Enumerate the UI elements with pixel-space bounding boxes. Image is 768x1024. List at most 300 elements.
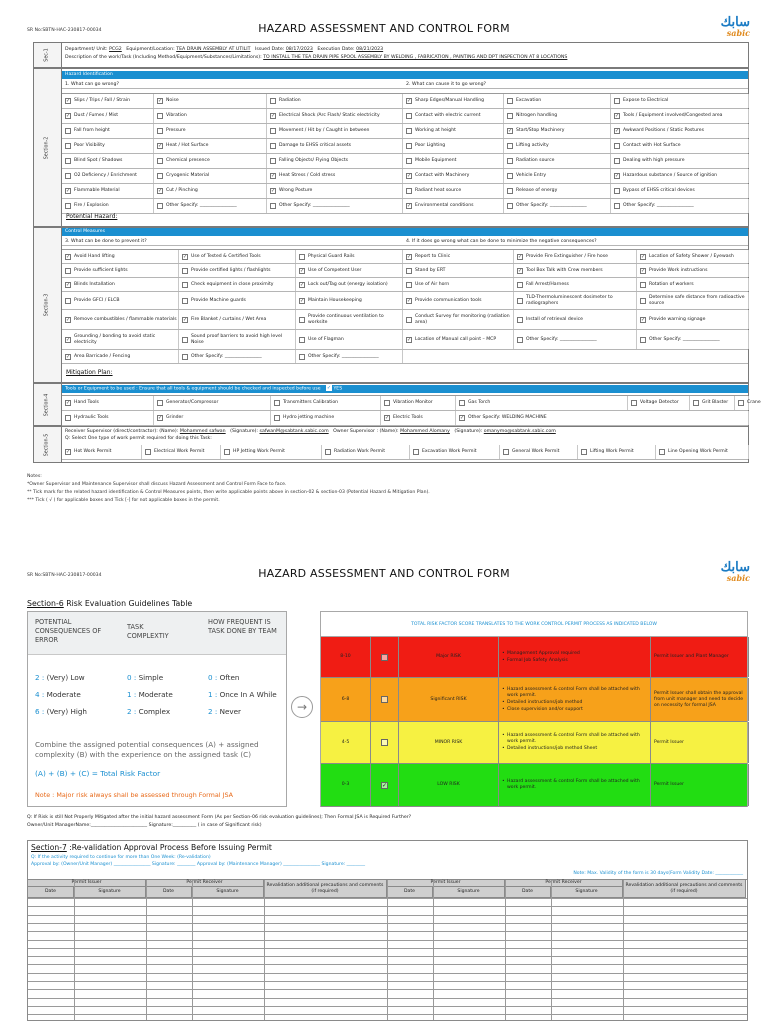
checkbox[interactable]: [507, 143, 513, 149]
checkbox[interactable]: ✓: [158, 415, 163, 421]
risk-row-significant-risk: [321, 678, 747, 722]
permit-item-lifting-work-permit: [578, 445, 656, 459]
checkbox[interactable]: [157, 203, 163, 209]
checkbox[interactable]: [65, 203, 71, 209]
checkbox[interactable]: ✓: [158, 143, 163, 149]
checkbox[interactable]: ✓: [183, 253, 188, 260]
hazard-item-cut-pinching: [154, 184, 267, 198]
supervisor-line: Receiver Supervisor (direct/contractor): (Name): Mohammed safwan (Signature): safwanM@sabtank.sabic.com Owner Supervisor : (Name): Mohammed Alomany (Signature): omanymo@sabtank.sabic.com: [65, 429, 556, 434]
tools-checklist: [62, 395, 761, 425]
formal-jsa-question: Q: If Risk is still Not Properly Mitigated after the initial hazard assessment Form (As per Section-06 risk evaluation guidelines); Then Formal JSA is Required Further?: [27, 815, 412, 820]
checkbox[interactable]: [406, 317, 412, 323]
checkbox-label: Physical Guard Rails: [308, 253, 355, 259]
owner-signature: omanymo@sabtank.sabic.com: [483, 429, 556, 434]
checkbox[interactable]: [299, 254, 305, 260]
permit-type-checklist: [62, 445, 748, 461]
revalidation-question: Q: If the activity required to continue for more than One Week: (Re-validation): [31, 855, 211, 860]
checkbox[interactable]: ✓: [66, 281, 71, 288]
checkbox[interactable]: [157, 128, 163, 134]
checkbox[interactable]: [507, 203, 513, 209]
section-5: [33, 426, 749, 463]
checkbox-label: Report to Clinic: [415, 253, 451, 259]
checkbox-label: Lifting activity: [516, 143, 549, 149]
checkbox[interactable]: [503, 449, 509, 455]
checkbox[interactable]: [157, 173, 163, 179]
hazard-item-dealing-with-high-pressure: [611, 154, 749, 168]
question-2: 2. What can cause it to go wrong?: [406, 82, 487, 87]
risk-select-checkbox[interactable]: [371, 678, 399, 721]
risk-guidelines-panel: [27, 611, 287, 807]
control-item-physical-guard-rails: [296, 250, 403, 263]
hazard-item-awkward-positions-static-postures: [611, 124, 749, 138]
checkbox[interactable]: [406, 113, 412, 119]
owner-name: Mohammed Alomany: [400, 429, 450, 434]
checkbox-label: Contact with electric current: [415, 113, 481, 119]
hazard-item-excavation: [504, 94, 611, 108]
consequences-heading: POTENTIAL CONSEQUENCES OF ERROR: [35, 618, 102, 644]
checkbox-label: Bypass of EHSS critical devices: [623, 188, 695, 194]
hazard-item-falling-objects-flying-objects: [267, 154, 403, 168]
checkbox[interactable]: [182, 337, 188, 343]
receiver-signature: safwanM@sabtank.sabic.com: [259, 429, 329, 434]
checkbox-label: Radiation source: [516, 158, 555, 164]
checkbox-label: Vibration: [166, 113, 187, 119]
checkbox[interactable]: ✓: [407, 297, 412, 304]
date-header: Date: [387, 887, 433, 898]
checkbox[interactable]: [459, 400, 465, 406]
major-risk-note: Note : Major risk always shall be assessed through Formal JSA: [35, 791, 234, 799]
date-header: Date: [146, 887, 192, 898]
checkbox-label: Pressure: [166, 128, 186, 134]
risk-requirements: [499, 764, 651, 806]
checkbox-label: Radiation Work Permit: [334, 449, 386, 455]
checkbox[interactable]: [631, 400, 637, 406]
checkbox[interactable]: [182, 298, 188, 304]
work-info-line: Department/ Unit: PCG2 Equipment/Location: TEA DRAIN ASSEMBLY AT UTILIT Issued Date: 08/17/2023 Execution Date: 08/21/2023: [65, 47, 384, 52]
checkbox-label: O2 Deficiency / Enrichment: [74, 173, 137, 179]
checkbox-label: TLD-Thermoluminescent dosimeter to radiographers: [526, 295, 613, 306]
checkbox-label: Electric Tools: [393, 415, 423, 421]
control-item-lock-out-tag-out-energy-isolation: [296, 278, 403, 291]
checkbox[interactable]: [640, 337, 646, 343]
checkbox[interactable]: ✓: [183, 316, 188, 323]
permit-item-hp-jetting-work-permit: [221, 445, 322, 459]
checkbox[interactable]: [659, 449, 665, 455]
checkbox-label: Cryogenic Material: [166, 173, 210, 179]
checkbox[interactable]: [640, 282, 646, 288]
requirement-item: • Management Approval required: [507, 651, 580, 657]
checkbox-label: Other Specify: ________________: [308, 353, 379, 359]
question-4: 4. If it does go wrong what can be done to minimize the negative consequences?: [406, 239, 597, 244]
serial-number-2: SR No:SBTN-HAC-230817-00034: [27, 573, 102, 578]
section-3-tag: Section-3: [34, 228, 62, 382]
checkbox[interactable]: ✓: [518, 253, 523, 260]
hazard-item-poor-lighting: [403, 139, 504, 153]
control-row: [62, 292, 748, 310]
checkbox[interactable]: [614, 143, 620, 149]
checkbox[interactable]: [157, 158, 163, 164]
form-notes: [27, 473, 430, 505]
requirement-item: • Hazard assessment & control Form shall be attached with work permit.: [507, 733, 647, 745]
checkbox[interactable]: [65, 143, 71, 149]
checkbox[interactable]: [507, 158, 513, 164]
hazard-item-radiation: [267, 94, 403, 108]
checkbox-label: Other Specify: ________________: [279, 203, 350, 209]
checkbox[interactable]: ✓: [300, 297, 305, 304]
hazard-item-lifting-activity: [504, 139, 611, 153]
checkbox-label: Slips / Trips / Fall / Strain: [74, 98, 130, 104]
hazard-item-contact-with-electric-current: [403, 109, 504, 123]
risk-matrix-header: TOTAL RISK FACTOR SCORE TRANSLATES TO THE WORK CONTROL PERMIT PROCESS AS INDICATED BELOW: [321, 612, 747, 637]
risk-level: Significant RISK: [399, 678, 499, 721]
checkbox[interactable]: [65, 128, 71, 134]
checkbox[interactable]: [381, 654, 388, 661]
control-item-use-of-competent-user: [296, 264, 403, 277]
tool-item-vibration-monitor: [381, 396, 456, 410]
checkbox[interactable]: [517, 317, 523, 323]
checkbox[interactable]: [157, 400, 163, 406]
hazard-item-nitrogen-handling: [504, 109, 611, 123]
hazard-identification-bar: Hazard Identification: [62, 71, 748, 79]
checkbox[interactable]: [274, 415, 280, 421]
checkbox[interactable]: [507, 113, 513, 119]
checkbox[interactable]: ✓: [66, 316, 71, 323]
hazard-row: [62, 94, 748, 109]
checkbox[interactable]: [299, 317, 305, 323]
checkbox[interactable]: [157, 113, 163, 119]
complexity-option: 2 : Complex: [127, 707, 171, 716]
checkbox[interactable]: ✓: [271, 173, 276, 179]
checkbox[interactable]: ✓: [460, 415, 465, 421]
page-title-2: HAZARD ASSESSMENT AND CONTROL FORM: [258, 567, 510, 580]
table-column-divider: [146, 880, 147, 1020]
permit-item-electrical-work-permit: [142, 445, 221, 459]
control-item-rotation-of-workers: [637, 278, 749, 291]
control-item-use-of-flagman: [296, 330, 403, 349]
checkbox[interactable]: [738, 400, 744, 406]
hazard-item-expose-to-electrical: [611, 94, 749, 108]
hazard-item-sharp-edges-manual-handling: [403, 94, 504, 108]
checkbox[interactable]: [640, 298, 646, 304]
checkbox[interactable]: ✓: [508, 128, 513, 134]
checkbox[interactable]: ✓: [66, 253, 71, 260]
frequency-option: 1 : Once In A While: [208, 690, 277, 699]
checkbox[interactable]: ✓: [66, 113, 71, 119]
checkbox[interactable]: [65, 158, 71, 164]
checkbox[interactable]: [614, 203, 620, 209]
checkbox[interactable]: [299, 337, 305, 343]
control-row: [62, 350, 748, 364]
checkbox[interactable]: [614, 98, 620, 104]
checkbox[interactable]: [270, 203, 276, 209]
hazard-item-contact-with-machinery: [403, 169, 504, 183]
complexity-heading: TASK COMPLEXTIY: [127, 623, 169, 640]
hazard-item-chemical-presence: [154, 154, 267, 168]
checkbox-label: Transmitters Calibration: [283, 400, 339, 406]
risk-score: 4-5: [321, 722, 371, 763]
checkbox[interactable]: ✓: [271, 113, 276, 119]
checkbox[interactable]: ✓: [66, 188, 71, 194]
checkbox[interactable]: ✓: [641, 253, 646, 260]
checkbox-label: Hydraulic Tools: [74, 415, 109, 421]
control-item-sound-proof-barriers-to-avoid-high-level: [179, 330, 296, 349]
checkbox-label: Use of Competent User: [308, 267, 362, 273]
control-row: [62, 264, 748, 278]
checkbox-label: Lifting Work Permit: [590, 449, 634, 455]
tool-row: [62, 411, 748, 426]
risk-select-checkbox[interactable]: [371, 764, 399, 806]
risk-score: 0-3: [321, 764, 371, 806]
permit-authority: Permit Issuer: [651, 722, 749, 763]
tools-inspected-checkbox[interactable]: ✓: [326, 385, 332, 391]
checkbox[interactable]: [182, 282, 188, 288]
hazard-item-bypass-of-ehss-critical-devices: [611, 184, 749, 198]
checkbox[interactable]: ✓: [407, 253, 412, 260]
checkbox[interactable]: [65, 415, 71, 421]
tool-item-grinder: [154, 411, 271, 425]
checkbox-label: Use of Air horn: [415, 281, 450, 287]
combine-instruction: Combine the assigned potential consequences (A) + assigned complexity (B) with the experience on the assigned task (C): [35, 740, 259, 759]
consequence-option: 6 : (Very) High: [35, 707, 87, 716]
form-page-2: [0, 555, 768, 1024]
checkbox[interactable]: ✓: [382, 781, 388, 789]
control-row: [62, 310, 748, 330]
control-item-avoid-hand-lifting: [62, 250, 179, 263]
permit-issuer-header: Permit Issuer: [387, 880, 505, 887]
hazard-item-noise: [154, 94, 267, 108]
control-item-report-to-clinic: [403, 250, 514, 263]
checkbox[interactable]: ✓: [300, 267, 305, 274]
hazard-row: [62, 169, 748, 184]
guidelines-header: [28, 612, 286, 655]
checkbox[interactable]: ✓: [66, 353, 71, 360]
risk-level: Major RISK: [399, 637, 499, 677]
control-item-install-of-retrieval-device: [514, 310, 637, 329]
control-item-maintain-housekeeping: [296, 292, 403, 309]
checkbox[interactable]: ✓: [407, 203, 412, 209]
checkbox[interactable]: [182, 268, 188, 274]
signature-header: Signature: [192, 887, 264, 898]
hazard-item-movement-hit-by-caught-in-between: [267, 124, 403, 138]
checkbox[interactable]: [299, 354, 305, 360]
checkbox[interactable]: [65, 298, 71, 304]
checkbox[interactable]: ✓: [66, 98, 71, 104]
control-item-remove-combustibles-flammable-materials: [62, 310, 179, 329]
checkbox[interactable]: [507, 173, 513, 179]
table-column-divider: [192, 880, 193, 1020]
tool-item-hand-tools: [62, 396, 154, 410]
checkbox[interactable]: ✓: [407, 336, 412, 343]
checkbox-label: Radiation: [279, 98, 301, 104]
checkbox[interactable]: [270, 128, 276, 134]
checkbox[interactable]: ✓: [407, 173, 412, 179]
checkbox-label: Electrical Shock /Arc Flash/ Static electricity: [279, 113, 380, 119]
checkbox[interactable]: [406, 268, 412, 274]
control-item-fire-blanket-curtains-wet-area: [179, 310, 296, 329]
hazard-item-damage-to-ehss-critical-assets: [267, 139, 403, 153]
checkbox[interactable]: [614, 188, 620, 194]
checkbox[interactable]: [406, 188, 412, 194]
checkbox-label: General Work Permit: [512, 449, 560, 455]
checkbox-label: Nitrogen handling: [516, 113, 558, 119]
control-item-tld-thermoluminescent-dosimeter-to-radio: [514, 292, 637, 309]
checkbox[interactable]: ✓: [615, 113, 620, 119]
control-row: [62, 278, 748, 292]
checkbox[interactable]: [517, 298, 523, 304]
risk-level: LOW RISK: [399, 764, 499, 806]
checkbox-label: Excavation: [516, 98, 542, 104]
checkbox[interactable]: [65, 268, 71, 274]
checkbox[interactable]: [406, 128, 412, 134]
checkbox-label: Fall from height: [74, 128, 110, 134]
checkbox[interactable]: [507, 98, 513, 104]
hazard-item-radiant-heat-source: [403, 184, 504, 198]
checkbox-label: Remove combustibles / flammable materials: [74, 316, 177, 322]
checkbox[interactable]: [581, 449, 587, 455]
checkbox[interactable]: [614, 158, 620, 164]
checkbox[interactable]: ✓: [271, 188, 276, 194]
checkbox-label: Provide Machine guards: [191, 297, 246, 303]
hazard-question-row: [62, 81, 748, 89]
control-row: [62, 330, 748, 350]
table-column-divider: [264, 880, 265, 1020]
checkbox[interactable]: ✓: [66, 400, 71, 406]
checkbox-label: Environmental conditions: [415, 203, 474, 209]
risk-select-checkbox[interactable]: [371, 637, 399, 677]
hazard-item-poor-visibility: [62, 139, 154, 153]
control-item-stand-by-ert: [403, 264, 514, 277]
checkbox[interactable]: [270, 98, 276, 104]
hazard-item-pressure: [154, 124, 267, 138]
checkbox[interactable]: [381, 739, 388, 746]
checkbox[interactable]: ✓: [641, 316, 646, 323]
checkbox[interactable]: [517, 337, 523, 343]
checkbox[interactable]: [507, 188, 513, 194]
checkbox-label: Start/Stop Machinery: [516, 128, 565, 134]
checkbox-label: Grounding / bonding to avoid static electricity: [74, 334, 156, 345]
checkbox-label: Contact with Hot Surface: [623, 143, 681, 149]
logo-arabic-text: سابك: [720, 15, 750, 30]
control-item-conduct-survey-for-monitoring-radiation-: [403, 310, 514, 329]
checkbox[interactable]: ✓: [158, 98, 163, 104]
hazard-row: [62, 154, 748, 169]
control-item-check-equipment-in-close-proximity: [179, 278, 296, 291]
checkbox[interactable]: [406, 143, 412, 149]
checkbox-label: Hand Tools: [74, 400, 99, 406]
logo-latin-text: sabic: [726, 28, 750, 38]
signature-header: Signature: [551, 887, 623, 898]
consequence-option: 4 : Moderate: [35, 690, 81, 699]
checkbox[interactable]: [224, 449, 230, 455]
control-item-other-specify: [179, 350, 296, 363]
control-checklist: [62, 249, 748, 369]
permit-issuer-header: Permit Issuer: [28, 880, 146, 887]
risk-score: 8-10: [321, 637, 371, 677]
control-item-location-of-manual-call-point-mcp: [403, 330, 514, 349]
checkbox[interactable]: [693, 400, 699, 406]
checkbox-label: Provide Work instructions: [649, 267, 708, 273]
checkbox[interactable]: ✓: [518, 267, 523, 274]
checkbox[interactable]: ✓: [66, 449, 71, 455]
control-item-provide-fire-extinguisher-fire-hose: [514, 250, 637, 263]
hazard-item-cryogenic-material: [154, 169, 267, 183]
tool-item-transmitters-calibration: [271, 396, 381, 410]
checkbox-label: Lock out/Tag out (energy isolation): [308, 281, 388, 287]
tool-item-crane: [735, 396, 761, 410]
hazard-item-heat-stress-cold-stress: [267, 169, 403, 183]
equipment-value: TEA DRAIN ASSEMBLY AT UTILIT: [176, 47, 251, 52]
checkbox[interactable]: [381, 696, 388, 703]
owner-manager-line: Owner/Unit ManagerName:________________________ Signature:__________ ( in case of Significant risk): [27, 823, 262, 828]
checkbox-label: Dust / Fumes / Mist: [74, 113, 119, 119]
checkbox-label: Other Specify: ________________: [623, 203, 694, 209]
checkbox[interactable]: [406, 158, 412, 164]
checkbox[interactable]: ✓: [615, 173, 620, 179]
permit-type-question: Q: Select One type of work permit required for doing this Task:: [65, 436, 212, 441]
checkbox[interactable]: [406, 282, 412, 288]
hazard-item-electrical-shock-arc-flash-static-electr: [267, 109, 403, 123]
checkbox[interactable]: ✓: [385, 415, 390, 421]
hazard-item-vehicle-entry: [504, 169, 611, 183]
checkbox[interactable]: ✓: [407, 98, 412, 104]
checkbox[interactable]: ✓: [158, 188, 163, 194]
checkbox[interactable]: [182, 354, 188, 360]
checkbox-label: Wrong Posture: [279, 188, 313, 194]
checkbox[interactable]: [517, 282, 523, 288]
checkbox[interactable]: [274, 400, 280, 406]
hazard-item-hazardous-substance-source-of-ignition: [611, 169, 749, 183]
control-item-use-of-tested-certified-tools: [179, 250, 296, 263]
risk-select-checkbox[interactable]: [371, 722, 399, 763]
checkbox[interactable]: ✓: [615, 128, 620, 134]
checkbox-label: Excavation Work Permit: [422, 449, 477, 455]
frequency-option: 0 : Often: [208, 673, 240, 682]
checkbox[interactable]: [270, 158, 276, 164]
checkbox-label: Chemical presence: [166, 158, 210, 164]
checkbox[interactable]: [325, 449, 331, 455]
checkbox[interactable]: [384, 400, 390, 406]
receiver-name: Mohammed safwan: [179, 429, 226, 434]
complexity-option: 0 : Simple: [127, 673, 164, 682]
consequence-option: 2 : (Very) Low: [35, 673, 85, 682]
hazard-item-heat-hot-surface: [154, 139, 267, 153]
page-title: HAZARD ASSESSMENT AND CONTROL FORM: [258, 22, 510, 35]
control-item-other-specify: [296, 350, 403, 363]
tool-item-generator-compressor: [154, 396, 271, 410]
checkbox[interactable]: ✓: [641, 267, 646, 274]
checkbox[interactable]: [270, 143, 276, 149]
hazard-item-other-specify: [267, 199, 403, 213]
hazard-checklist: [62, 93, 748, 213]
hazard-item-environmental-conditions: [403, 199, 504, 213]
checkbox[interactable]: ✓: [300, 281, 305, 288]
checkbox[interactable]: [413, 449, 419, 455]
checkbox[interactable]: [145, 449, 151, 455]
checkbox-label: Fall Arrest/Harness: [526, 281, 569, 287]
checkbox[interactable]: ✓: [66, 336, 71, 343]
checkbox-label: HP Jetting Work Permit: [233, 449, 285, 455]
checkbox-label: Mobile Equipment: [415, 158, 457, 164]
checkbox-label: Conduct Survey for monitoring (radiation area): [415, 314, 510, 325]
requirement-item: • Hazard assessment & control Form shall be attached with work permit.: [507, 779, 647, 791]
checkbox-label: Poor Visibility: [74, 143, 105, 149]
checkbox-label: Provide Fire Extinguisher / Fire hose: [526, 253, 608, 259]
validity-note: Note: Max. Validity of the form is 30 days(Form Validity Date: ____________: [573, 871, 743, 876]
section-2: [33, 68, 749, 227]
checkbox-label: Rotation of workers: [649, 281, 694, 287]
checkbox[interactable]: [65, 173, 71, 179]
control-item-provide-sufficient-lights: [62, 264, 179, 277]
